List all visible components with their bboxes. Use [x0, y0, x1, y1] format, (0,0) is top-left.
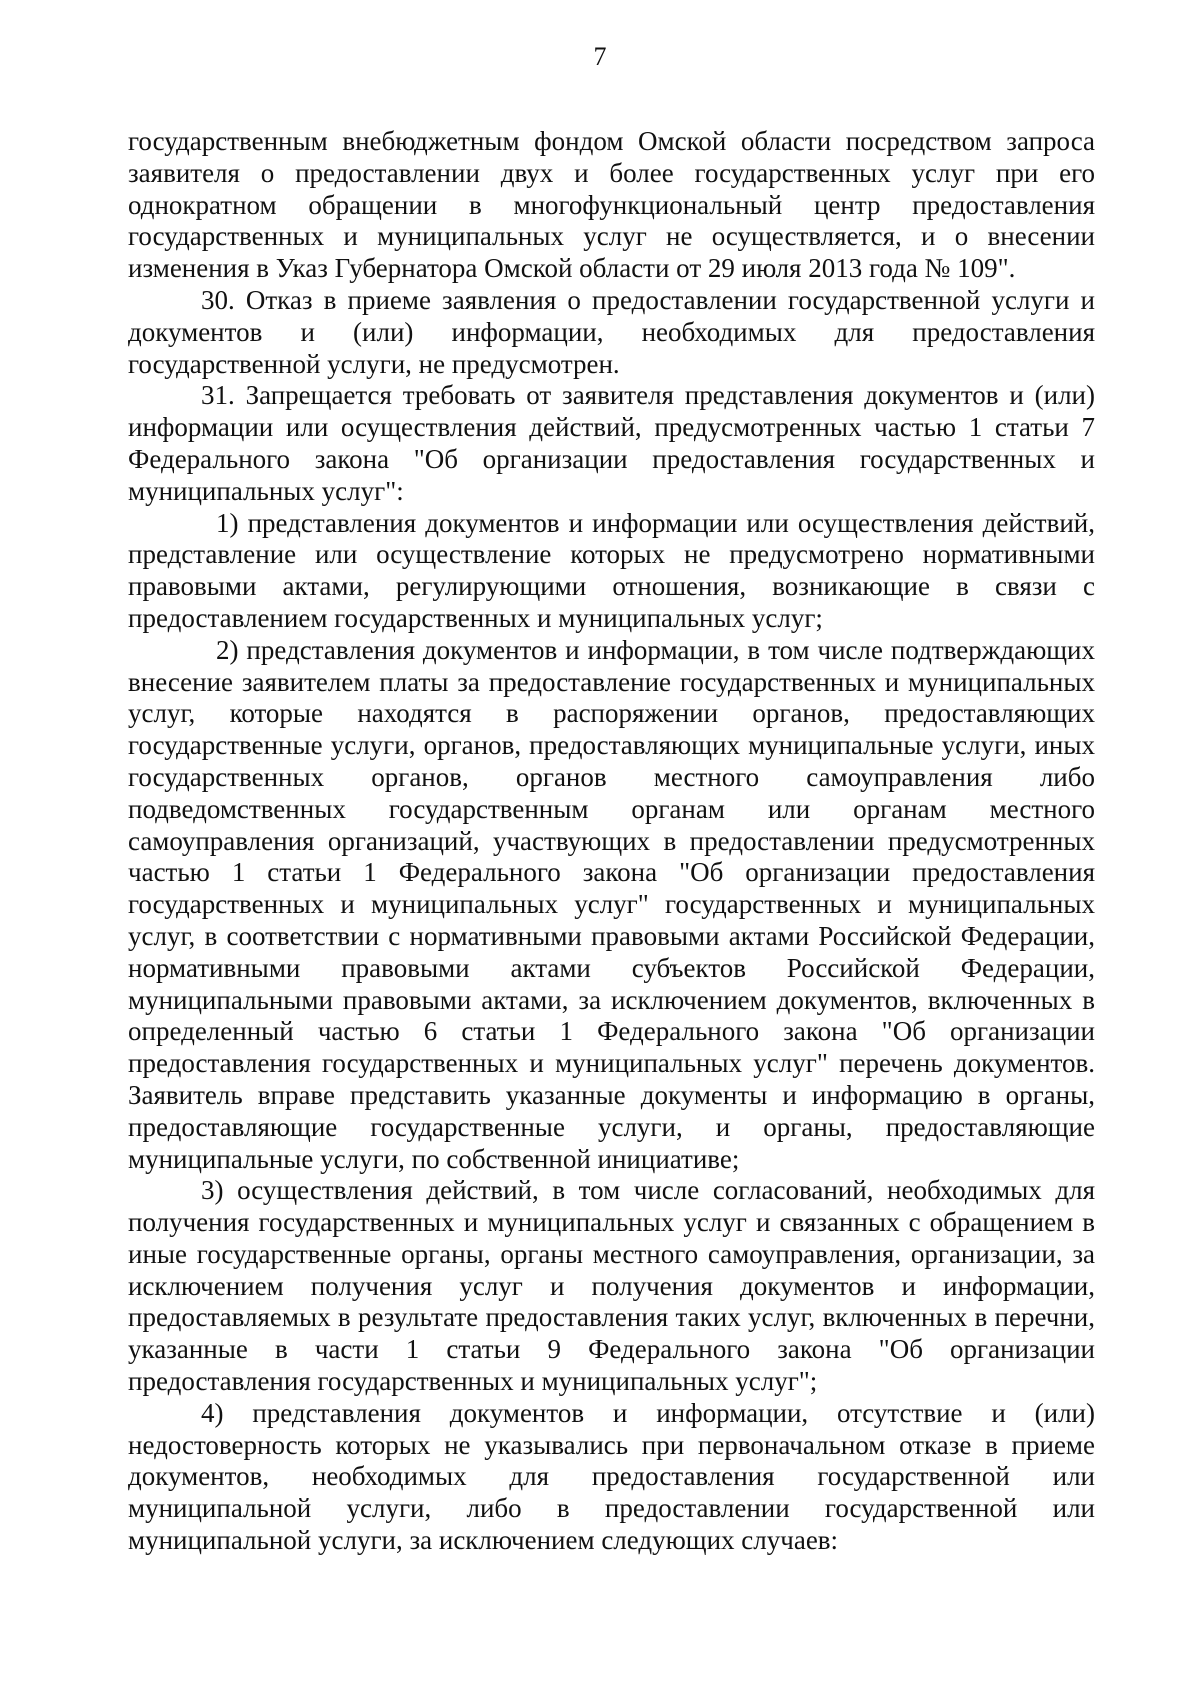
page-number: 7 — [593, 42, 607, 71]
list-item-1: 1) представления документов и информации или осуществления действий, представление или осуществление которых не предусмотрено нормативными правовыми актами, регулирующими отношения, возникающие в связи с предоставлением государственных и муниципальных услуг; — [128, 507, 1095, 633]
list-item-4: 4) представления документов и информации, отсутствие и (или) недостоверность которых не указывались при первоначальном отказе в приеме документов, необходимых для предоставления государственной или муниципальной услуги, либо в предоставлении государственной или муниципальной услуги, за исключением следующих случаев: — [128, 1397, 1095, 1556]
paragraph-30: 30. Отказ в приеме заявления о предоставлении государственной услуги и документов и (или) информации, необходимых для предоставления государственной услуги, не предусмотрен. — [128, 284, 1095, 379]
paragraph-continuation: государственным внебюджетным фондом Омской области посредством запроса заявителя о предоставлении двух и более государственных услуг при его однократном обращении в многофункциональный центр предоставления государственных и муниципальных услуг не осуществляется, и о внесении изменения в Указ Губернатора Омской области от 29 июля 2013 года № 109". — [128, 126, 1095, 284]
list-item-3: 3) осуществления действий, в том числе согласований, необходимых для получения государственных и муниципальных услуг и связанных с обращением в иные государственные органы, органы местного самоуправления, организации, за исключением получения услуг и получения документов и информации, предоставляемых в результате предоставления таких услуг, включенных в перечни, указанные в части 1 статьи 9 Федерального закона "Об организации предоставления государственных и муниципальных услуг"; — [128, 1175, 1095, 1397]
document-body — [128, 126, 1095, 1557]
paragraph-31: 31. Запрещается требовать от заявителя представления документов и (или) информации или осуществления действий, предусмотренных частью 1 статьи 7 Федерального закона "Об организации предоставления государственных и муниципальных услуг": — [128, 380, 1095, 506]
list-item-2: 2) представления документов и информации, в том числе подтверждающих внесение заявителем платы за предоставление государственных и муниципальных услуг, которые находятся в распоряжении органов, предоставляющих государственные услуги, органов, предоставляющих муниципальные услуги, иных государственных органов, органов местного самоуправления либо подведомственных государственным органам или органам местного самоуправления организаций, участвующих в предоставлении предусмотренных частью 1 статьи 1 Федерального закона "Об организации предоставления государственных и муниципальных услуг" государственных и муниципальных услуг, в соответствии с нормативными правовыми актами Российской Федерации, нормативными правовыми актами субъектов Российской Федерации, муниципальными правовыми актами, за исключением документов, включенных в определенный частью 6 статьи 1 Федерального закона "Об организации предоставления государственных и муниципальных услуг" перечень документов. Заявитель вправе представить указанные документы и информацию в органы, предоставляющие государственные услуги, и органы, предоставляющие муниципальные услуги, по собственной инициативе; — [128, 634, 1095, 1174]
